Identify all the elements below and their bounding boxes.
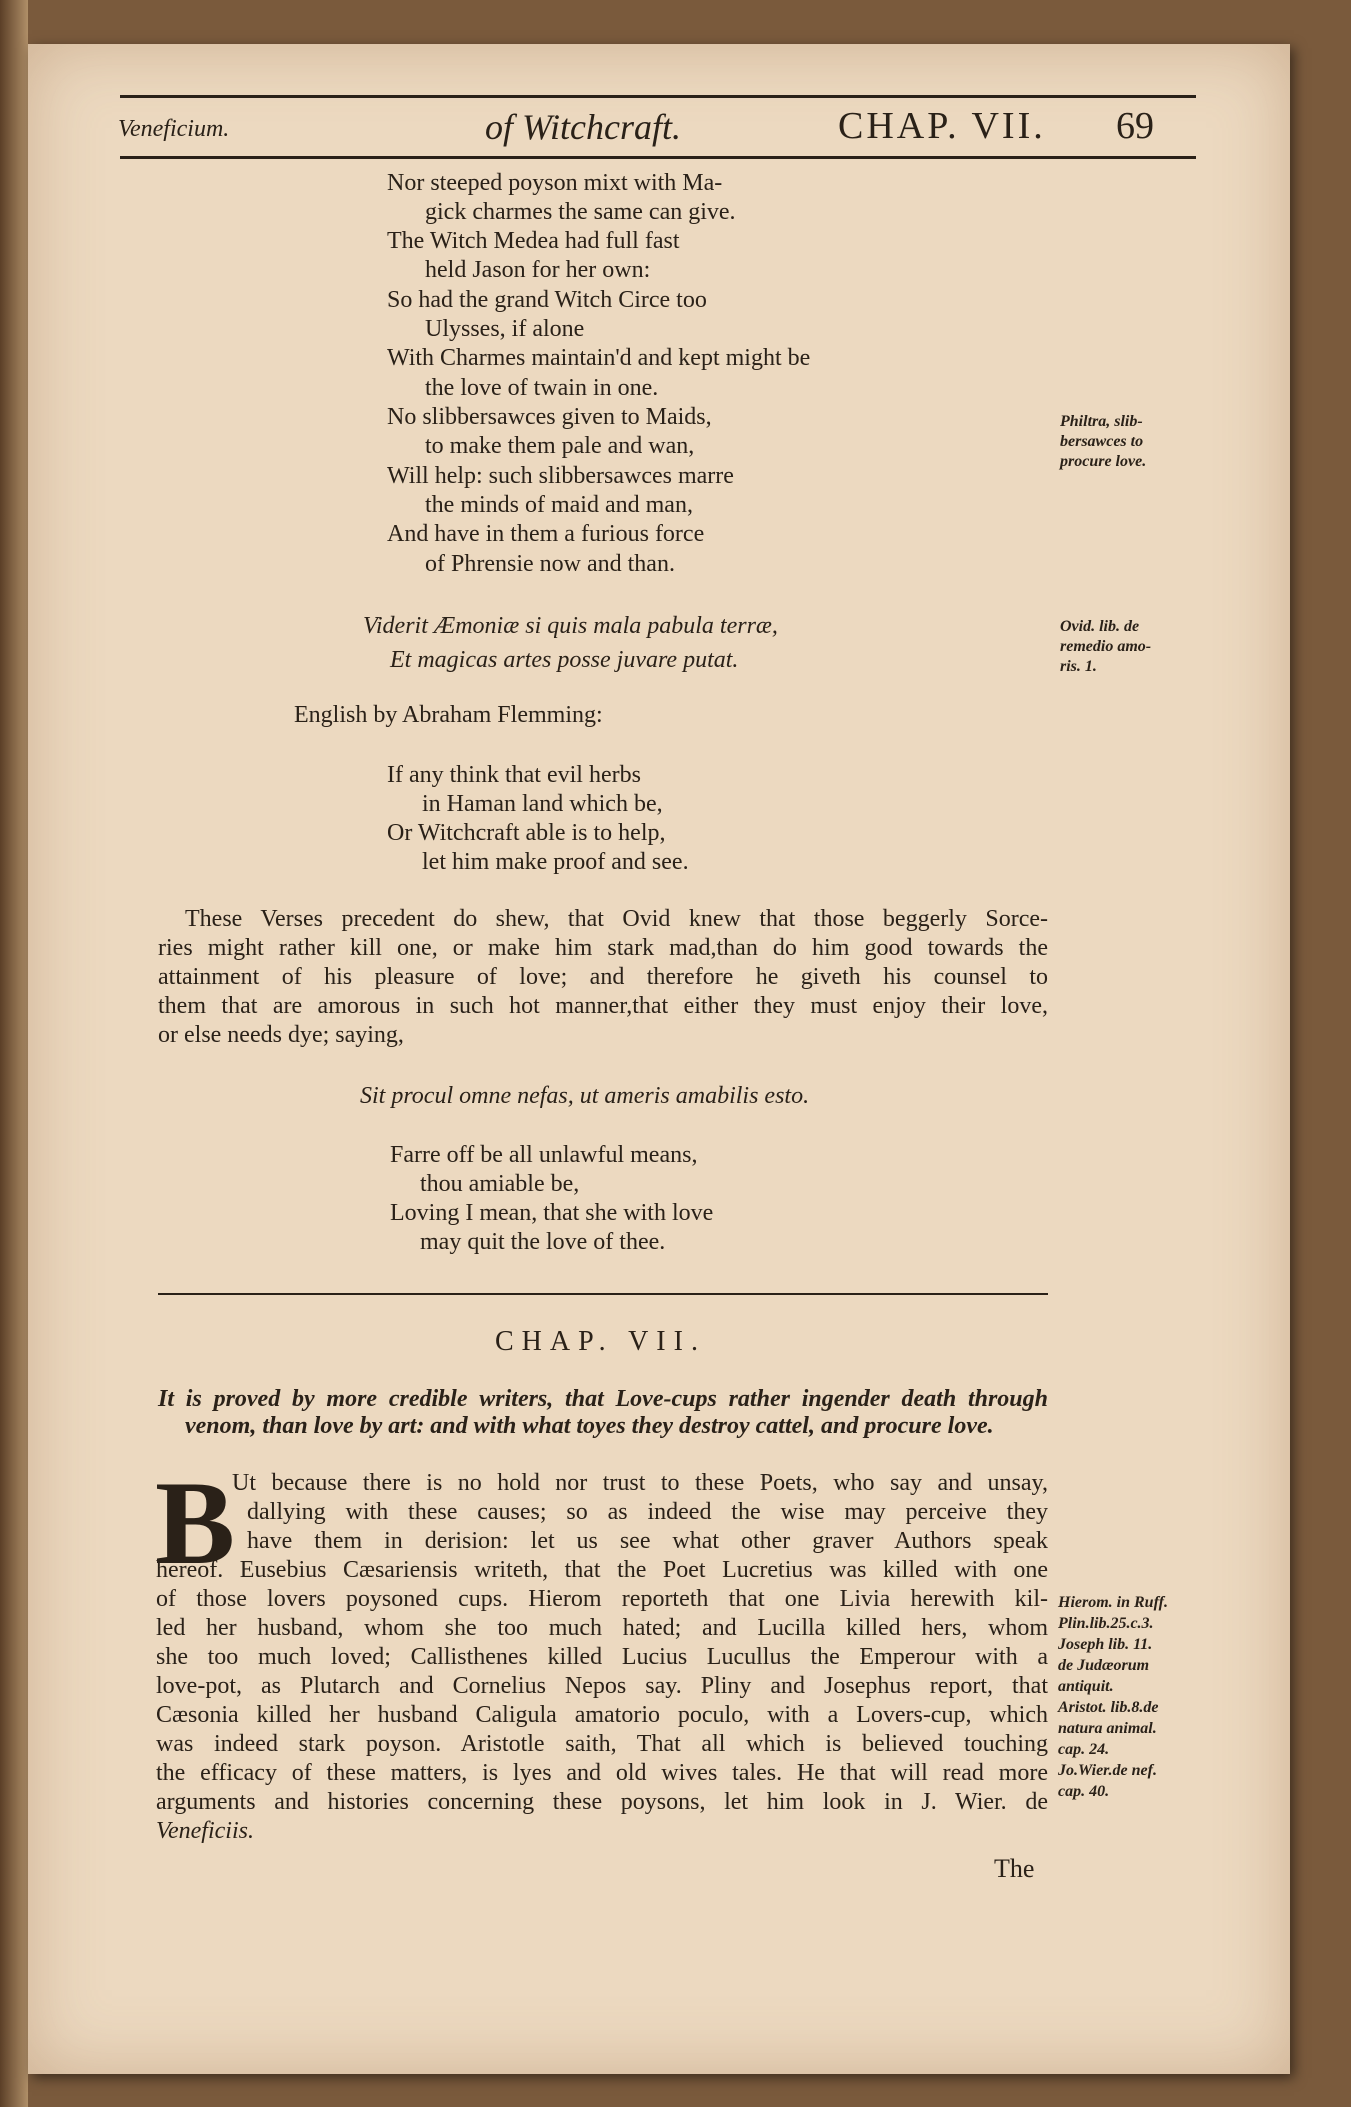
note-line: Philtra, slib-: [1060, 413, 1143, 430]
verse-line: let him make proof and see.: [422, 849, 689, 875]
note-line: Ovid. lib. de: [1060, 618, 1140, 635]
prose-line: love-pot, as Plutarch and Cornelius Nepos say. Pliny and Josephus report, that: [156, 1673, 1048, 1699]
page-number: 69: [1116, 105, 1154, 147]
note-line: Joseph lib. 11.: [1058, 1636, 1153, 1653]
verse-line: Ulysses, if alone: [425, 316, 585, 342]
chapter-heading: CHAP. VII.: [495, 1326, 706, 1357]
note-line: Plin.lib.25.c.3.: [1058, 1615, 1154, 1632]
prose-line: she too much loved; Callisthenes killed Lucius Lucullus the Emperour with a: [156, 1644, 1048, 1670]
verse-line: held Jason for her own:: [425, 257, 651, 283]
prose-line: arguments and histories concerning these poysons, let him look in J. Wier. de: [156, 1789, 1048, 1815]
chapter-summary-line: It is proved by more credible writers, that Love-cups rather ingender death through: [158, 1386, 1048, 1412]
marginal-note-philtra: [1060, 412, 1210, 472]
prose-line: attainment of his pleasure of love; and therefore he giveth his counsel to: [158, 964, 1048, 990]
verse-line: No slibbersawces given to Maids,: [387, 404, 712, 430]
verse-line: And have in them a furious force: [387, 521, 705, 547]
note-line: natura animal.: [1058, 1720, 1157, 1737]
chapter-summary-line: venom, than love by art: and with what toyes they destroy cattel, and procure love.: [185, 1413, 994, 1439]
book-gutter: [0, 0, 28, 2107]
verse-line: Loving I mean, that she with love: [390, 1200, 714, 1226]
note-line: de Judæorum: [1058, 1657, 1150, 1674]
prose-line: Cæsonia killed her husband Caligula amatorio poculo, with a Lovers-cup, which: [156, 1702, 1048, 1728]
header-top-rule: [120, 95, 1196, 98]
verse-line: Or Witchcraft able is to help,: [387, 820, 666, 846]
drop-cap: B: [155, 1456, 236, 1589]
prose-line: These Verses precedent do shew, that Ovid knew that those beggerly Sorce-: [185, 906, 1048, 932]
note-line: Aristot. lib.8.de: [1058, 1699, 1159, 1716]
running-head-left: Veneficium.: [118, 116, 230, 142]
verse-line: to make them pale and wan,: [425, 433, 695, 459]
verse-line: Nor steeped poyson mixt with Ma-: [387, 170, 723, 196]
verse-line: gick charmes the same can give.: [425, 199, 736, 225]
verse-line: the love of twain in one.: [425, 375, 659, 401]
note-line: cap. 40.: [1058, 1783, 1110, 1800]
prose-line: ries might rather kill one, or make him stark mad,than do him good towards the: [158, 935, 1048, 961]
verse-line: If any think that evil herbs: [387, 762, 641, 788]
catchword: The: [994, 1854, 1035, 1883]
note-line: remedio amo-: [1060, 638, 1152, 655]
running-head-title: of Witchcraft.: [485, 107, 681, 147]
verse-line: in Haman land which be,: [422, 791, 663, 817]
note-line: procure love.: [1060, 453, 1147, 470]
prose-line: or else needs dye; saying,: [158, 1022, 404, 1048]
prose-line: have them in derision: let us see what other graver Authors speak: [247, 1528, 1048, 1554]
note-line: bersawces to: [1060, 433, 1144, 450]
verse-line: The Witch Medea had full fast: [387, 228, 680, 254]
note-line: Hierom. in Ruff.: [1058, 1594, 1168, 1611]
prose-line: hereof. Eusebius Cæsariensis writeth, that the Poet Lucretius was killed with one: [156, 1557, 1048, 1583]
note-line: antiquit.: [1058, 1678, 1114, 1695]
note-line: Jo.Wier.de nef.: [1058, 1762, 1157, 1779]
note-line: ris. 1.: [1060, 658, 1097, 675]
prose-line: dallying with these causes; so as indeed the wise may perceive they: [247, 1499, 1048, 1525]
header-bottom-rule: [120, 156, 1196, 159]
note-line: cap. 24.: [1058, 1741, 1110, 1758]
verse-line: Farre off be all unlawful means,: [390, 1142, 698, 1168]
translator-credit: English by Abraham Flemming:: [294, 702, 603, 728]
prose-line: them that are amorous in such hot manner,that either they must enjoy their love,: [158, 993, 1048, 1019]
verse-line: may quit the love of thee.: [420, 1229, 666, 1255]
running-head-chapter: CHAP. VII.: [838, 105, 1046, 147]
prose-line: led her husband, whom she too much hated; and Lucilla killed hers, whom: [156, 1615, 1048, 1641]
section-divider-rule: [158, 1293, 1048, 1295]
prose-line: of those lovers poysoned cups. Hierom reporteth that one Livia herewith kil-: [156, 1586, 1048, 1612]
verse-line: the minds of maid and man,: [425, 492, 693, 518]
latin-verse-line: Sit procul omne nefas, ut ameris amabilis esto.: [360, 1083, 810, 1109]
prose-line: Veneficiis.: [156, 1818, 254, 1844]
verse-line: Will help: such slibbersawces marre: [387, 463, 734, 489]
latin-verse-line: Viderit Æmoniæ si quis mala pabula terræ,: [363, 613, 778, 639]
verse-line: So had the grand Witch Circe too: [387, 287, 707, 313]
verse-line: thou amiable be,: [420, 1171, 580, 1197]
marginal-note-sources: [1058, 1592, 1228, 1802]
verse-line: With Charmes maintain'd and kept might be: [387, 345, 811, 371]
prose-line: the efficacy of these matters, is lyes and old wives tales. He that will read more: [156, 1760, 1048, 1786]
prose-line: Ut because there is no hold nor trust to these Poets, who say and unsay,: [232, 1470, 1048, 1496]
marginal-note-ovid: [1060, 617, 1210, 677]
latin-verse-line: Et magicas artes posse juvare putat.: [390, 647, 739, 673]
prose-line: was indeed stark poyson. Aristotle saith, That all which is believed touching: [156, 1731, 1048, 1757]
verse-line: of Phrensie now and than.: [425, 551, 675, 577]
